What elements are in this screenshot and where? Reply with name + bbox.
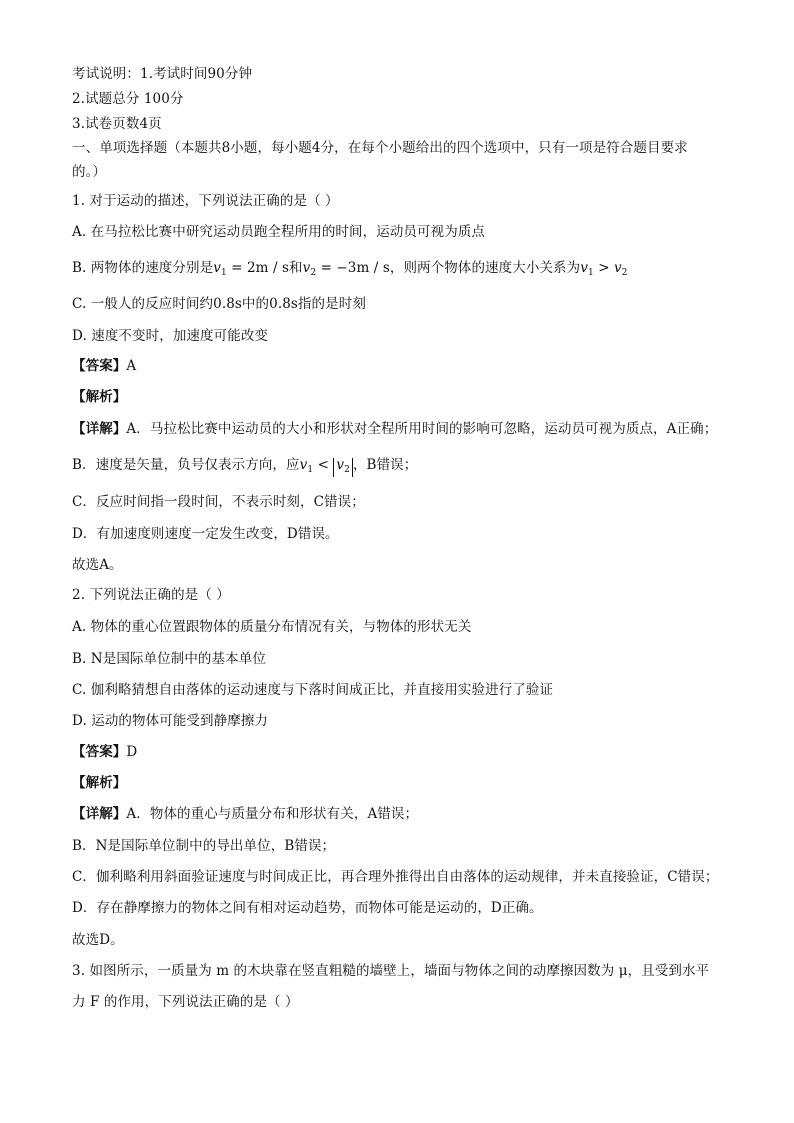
q1-option-b <box>72 258 628 283</box>
q1-option-b-and: 和 <box>289 260 303 276</box>
cmp-v1-symbol: v <box>580 260 588 276</box>
less-than: < <box>313 457 334 473</box>
q1-answer <box>72 356 136 376</box>
q2-detail-a <box>72 804 418 824</box>
q2-option-c: C. 伽利略猜想自由落体的运动速度与下落时间成正比，并直接用实验进行了验证 <box>72 682 554 698</box>
q2-conclusion: 故选D。 <box>72 932 124 948</box>
q2-option-b: B. N是国际单位制中的基本单位 <box>72 651 266 667</box>
q1-option-b-prefix: B. 两物体的速度分别是 <box>72 260 214 276</box>
greater-than: > <box>593 260 615 276</box>
q2-detail-b: B．N是国际单位制中的导出单位，B错误； <box>72 838 336 854</box>
q2-detail-c: C．伽利略利用斜面验证速度与时间成正比，再合理外推得出自由落体的运动规律，并未直接验证，C错误； <box>72 869 719 885</box>
q2-answer <box>72 742 137 762</box>
q2-analysis-label: 【解析】 <box>72 775 127 791</box>
q1-detail-a <box>72 419 717 439</box>
q1-option-d: D. 速度不变时，加速度可能改变 <box>72 328 269 344</box>
detail-v2-symbol: v <box>336 457 345 473</box>
answer-label: 【答案】 <box>72 744 127 760</box>
detail-v1-subscript: 1 <box>307 465 314 475</box>
q2-detail-d: D．存在静摩擦力的物体之间有相对运动趋势，而物体可能是运动的，D正确。 <box>72 900 543 916</box>
q3-stem-line1: 3. 如图所示，一质量为 m 的木块靠在竖直粗糙的墙壁上，墙面与物体之间的动摩擦因数为 μ，且受到水平 <box>72 963 710 979</box>
q1-detail-b <box>72 455 417 480</box>
q2-option-d: D. 运动的物体可能受到静摩擦力 <box>72 713 269 729</box>
v2-value: = −3m / s <box>316 260 390 276</box>
q1-detail-c: C．反应时间指一段时间，不表示时刻，C错误； <box>72 494 365 510</box>
q2-option-a: A. 物体的重心位置跟物体的质量分布情况有关，与物体的形状无关 <box>72 619 472 635</box>
cmp-v1-subscript: 1 <box>587 268 594 278</box>
q3-stem-line2: 力 F 的作用，下列说法正确的是（ ） <box>72 994 299 1010</box>
cmp-v2-symbol: v <box>614 260 622 276</box>
v1-value: = 2m / s <box>226 260 290 276</box>
answer-value: D <box>126 744 138 760</box>
q1-conclusion: 故选A。 <box>72 557 123 573</box>
exam-note-time: 考试说明：1.考试时间90分钟 <box>72 66 253 82</box>
answer-label: 【答案】 <box>72 358 127 374</box>
q1-option-c: C. 一般人的反应时间约0.8s中的0.8s指的是时刻 <box>72 296 366 312</box>
cmp-v2-subscript: 2 <box>621 268 628 278</box>
q1-detail-d: D．有加速度则速度一定发生改变，D错误。 <box>72 526 339 542</box>
detail-a-text: A．物体的重心与质量分布和形状有关，A错误； <box>126 806 419 822</box>
section-heading: 一、单项选择题（本题共8小题，每小题4分，在每个小题给出的四个选项中，只有一项是符合题目要求 <box>72 140 688 156</box>
q1-stem: 1. 对于运动的描述，下列说法正确的是（ ） <box>72 193 339 209</box>
v1-symbol: v <box>213 260 221 276</box>
detail-label: 【详解】 <box>72 806 127 822</box>
v2-symbol: v <box>302 260 311 276</box>
answer-value: A <box>126 358 137 374</box>
section-heading-cont: 的。） <box>72 164 107 180</box>
detail-v2-subscript: 2 <box>344 465 350 475</box>
detail-v1-symbol: v <box>299 457 308 473</box>
detail-b-suffix: ，B错误； <box>352 457 418 473</box>
exam-note-score: 2.试题总分 100分 <box>72 91 184 107</box>
q1-analysis-label: 【解析】 <box>72 389 127 405</box>
detail-b-prefix: B．速度是矢量，负号仅表示方向，应 <box>72 457 300 473</box>
exam-note-pages: 3.试卷页数4页 <box>72 116 162 132</box>
abs-v2 <box>333 458 353 477</box>
q1-option-b-rest: ，则两个物体的速度大小关系为 <box>389 260 581 276</box>
v2-subscript: 2 <box>310 268 317 278</box>
q2-stem: 2. 下列说法正确的是（ ） <box>72 587 230 603</box>
v1-subscript: 1 <box>220 268 227 278</box>
q1-option-a: A. 在马拉松比赛中研究运动员跑全程所用的时间，运动员可视为质点 <box>72 224 486 240</box>
detail-a-text: A．马拉松比赛中运动员的大小和形状对全程所用时间的影响可忽略，运动员可视为质点，A正确； <box>126 421 718 437</box>
detail-label: 【详解】 <box>72 421 127 437</box>
